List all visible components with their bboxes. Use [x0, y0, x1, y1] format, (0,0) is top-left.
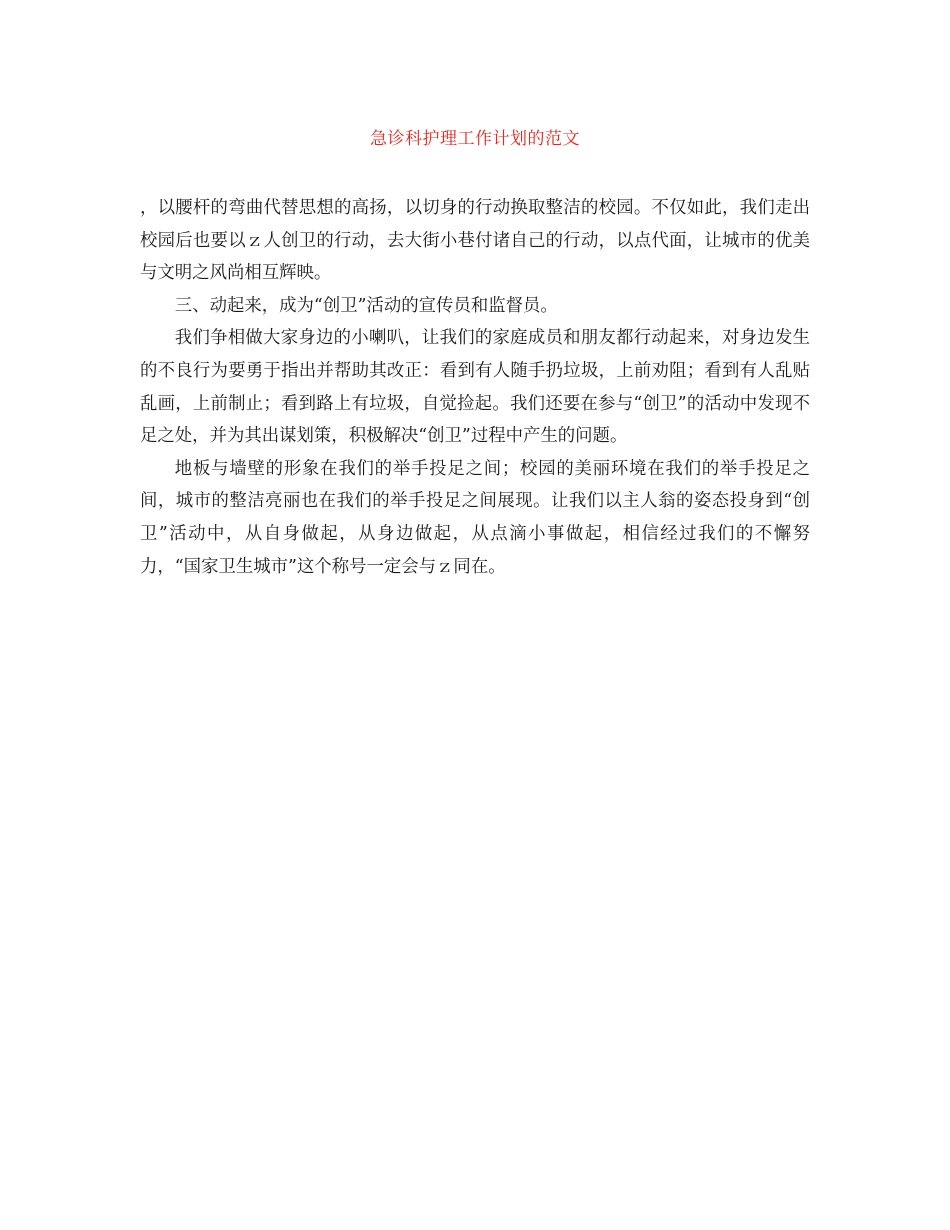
- paragraph-continuation: ，以腰杆的弯曲代替思想的高扬，以切身的行动换取整洁的校园。不仅如此，我们走出校园后也要以ｚ人创卫的行动，去大街小巷付诸自己的行动，以点代面，让城市的优美与文明之风尚相互辉映。: [140, 198, 810, 284]
- document-body: [140, 192, 810, 583]
- paragraph-section-heading: 三、动起来，成为“创卫”活动的宣传员和监督员。: [174, 295, 558, 316]
- document-title: 急诊科护理工作计划的范文: [370, 129, 580, 149]
- paragraph-conclusion: 地板与墙壁的形象在我们的举手投足之间；校园的美丽环境在我们的举手投足之间，城市的整洁亮丽也在我们的举手投足之间展现。让我们以主人翁的姿态投身到“创卫”活动中，从自身做起，从身边做起，从点滴小事做起，相信经过我们的不懈努力，“国家卫生城市”这个称号一定会与ｚ同在。: [140, 458, 810, 577]
- paragraph-promotion: 我们争相做大家身边的小喇叭，让我们的家庭成员和朋友都行动起来，对身边发生的不良行为要勇于指出并帮助其改正：看到有人随手扔垃圾，上前劝阻；看到有人乱贴乱画，上前制止；看到路上有垃圾，自觉捡起。我们还要在参与“创卫”的活动中发现不足之处，并为其出谋划策，积极解决“创卫”过程中产生的问题。: [140, 328, 810, 447]
